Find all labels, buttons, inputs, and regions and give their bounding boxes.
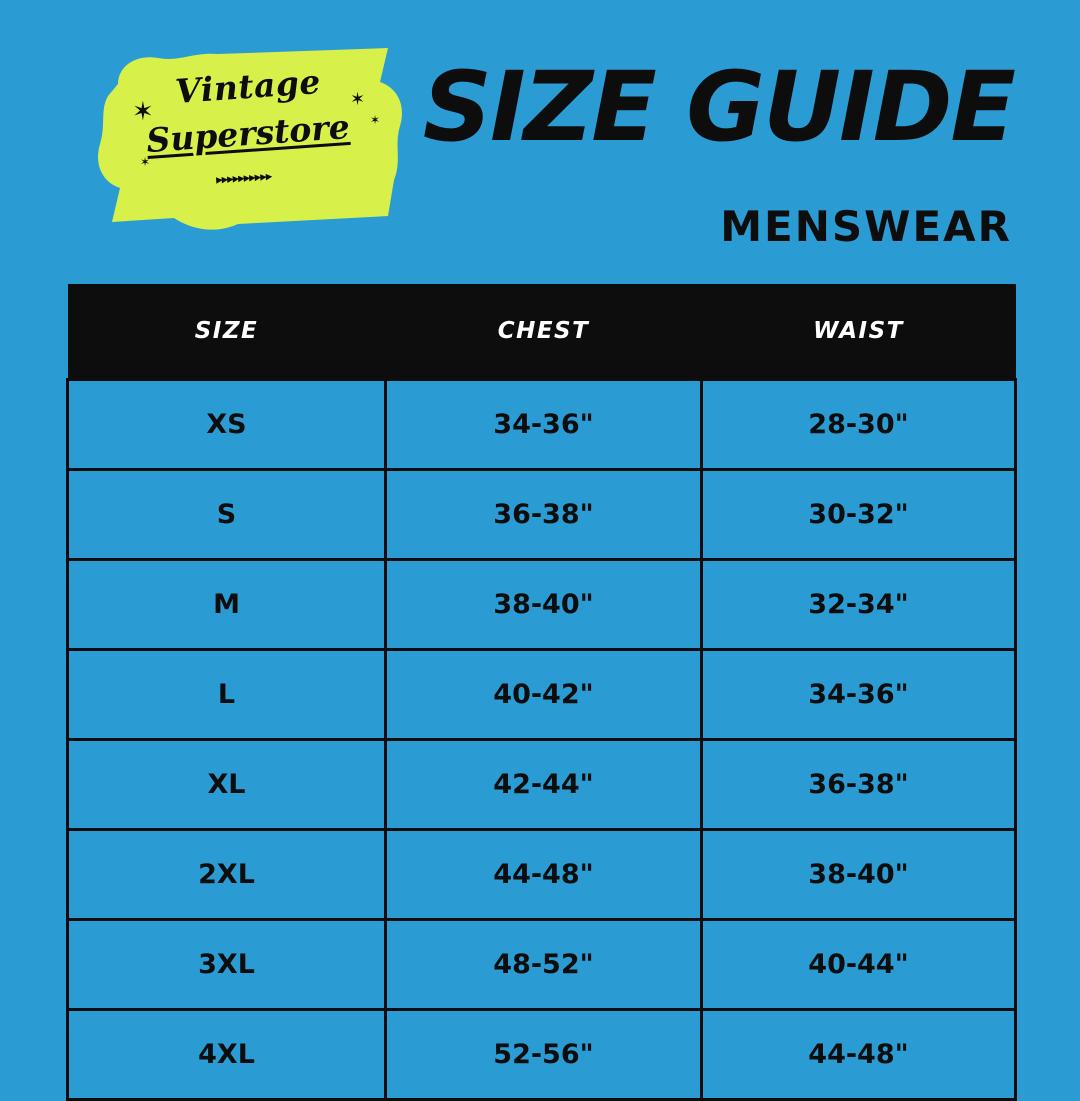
logo-line-2: Superstore — [145, 106, 351, 161]
sparkle-icon: ✶ — [132, 96, 154, 126]
cell-chest: 52-56" — [386, 1010, 702, 1100]
cell-chest: 36-38" — [386, 470, 702, 560]
cell-waist: 32-34" — [702, 560, 1016, 650]
cell-waist: 40-44" — [702, 920, 1016, 1010]
cell-waist: 30-32" — [702, 470, 1016, 560]
cell-chest: 42-44" — [386, 740, 702, 830]
table-row — [68, 830, 1016, 920]
table-row — [68, 650, 1016, 740]
column-header-waist: WAIST — [702, 284, 1016, 380]
cell-chest: 34-36" — [386, 380, 702, 470]
cell-waist: 34-36" — [702, 650, 1016, 740]
column-header-size: SIZE — [68, 284, 386, 380]
sparkle-icon: ✶ — [140, 155, 151, 169]
badge-shape-icon — [88, 48, 408, 233]
sparkle-icon: ✶ — [370, 113, 381, 127]
cell-size: 2XL — [68, 830, 386, 920]
cell-size: M — [68, 560, 386, 650]
cell-size: 4XL — [68, 1010, 386, 1100]
cell-size: L — [68, 650, 386, 740]
logo-line-1: Vintage — [173, 61, 323, 112]
cell-waist: 28-30" — [702, 380, 1016, 470]
cell-waist: 36-38" — [702, 740, 1016, 830]
table-row — [68, 470, 1016, 560]
cell-chest: 44-48" — [386, 830, 702, 920]
cell-chest: 48-52" — [386, 920, 702, 1010]
sparkle-icon: ✶ — [350, 89, 366, 109]
cell-size: S — [68, 470, 386, 560]
brand-logo — [88, 48, 408, 248]
table-row — [68, 380, 1016, 470]
table-row — [68, 560, 1016, 650]
cell-size: XS — [68, 380, 386, 470]
arrow-row-icon: ▸▸▸▸▸▸▸▸▸▸ — [215, 168, 272, 187]
table-row — [68, 740, 1016, 830]
cell-size: 3XL — [68, 920, 386, 1010]
table-header-row — [68, 284, 1016, 380]
page-subtitle: MENSWEAR — [720, 202, 1012, 251]
cell-size: XL — [68, 740, 386, 830]
cell-chest: 40-42" — [386, 650, 702, 740]
page-title: SIZE GUIDE — [422, 51, 1014, 163]
table-row — [68, 920, 1016, 1010]
cell-waist: 44-48" — [702, 1010, 1016, 1100]
size-table — [66, 284, 1017, 1101]
cell-chest: 38-40" — [386, 560, 702, 650]
cell-waist: 38-40" — [702, 830, 1016, 920]
column-header-chest: CHEST — [386, 284, 702, 380]
size-table-container — [66, 284, 1014, 1101]
table-row — [68, 1010, 1016, 1100]
